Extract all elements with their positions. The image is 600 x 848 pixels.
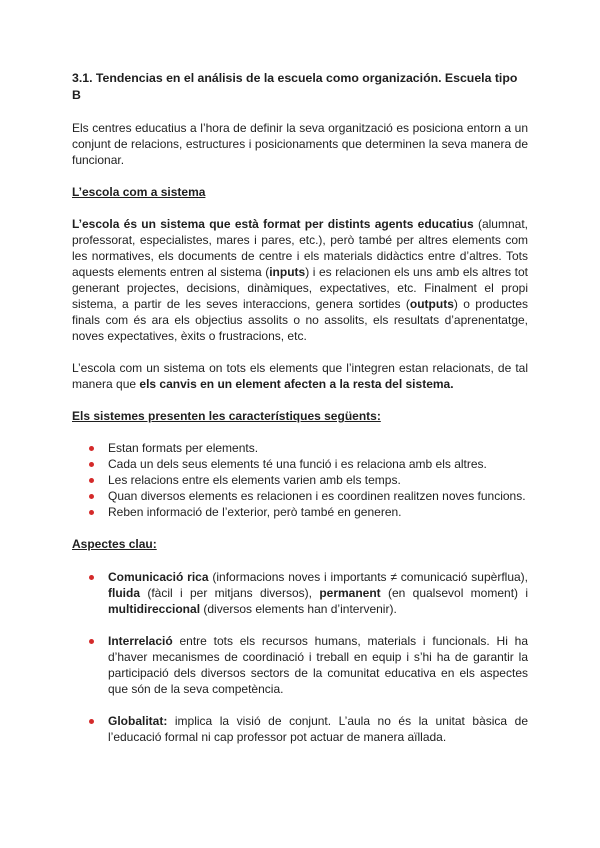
list-item: Estan formats per elements.	[72, 440, 528, 456]
list-item: Quan diversos elements es relacionen i es coordinen realitzen noves funcions.	[72, 488, 528, 504]
sistema-text-a: (alumnat, professorat, especialistes, mares i pares, etc.), però també per altres elements com les normatives, els documents de centre i els materials didàctics entre d’altres. Tots aquests elements entren al sistema (	[72, 217, 528, 279]
page-title: 3.1. Tendencias en el análisis de la escuela como organización. Escuela tipo B	[72, 71, 518, 102]
relations-text: L’escola com un sistema on tots els elements que l’integren estan relacionats, de tal manera que	[72, 361, 528, 391]
section-heading-aspectes: Aspectes clau:	[72, 537, 157, 551]
intro-text: Els centres educatius a l’hora de definir la seva organització es posiciona entorn a un conjunt de relacions, estructures i posicionaments que determinen la seva manera de funcionar.	[72, 121, 528, 167]
bullet-dot-icon	[89, 462, 94, 467]
aspect-globalitat: Globalitat: implica la visió de conjunt. L’aula no és la unitat bàsica de l’educació formal ni cap professor pot actuar de manera aïllada.	[72, 713, 528, 745]
bullet-dot-icon	[89, 639, 94, 644]
list-item: Reben informació de l’exterior, però també en generen.	[72, 504, 528, 520]
section-heading-sistema: L’escola com a sistema	[72, 185, 206, 199]
list-item: Les relacions entre els elements varien amb els temps.	[72, 472, 528, 488]
bullet-dot-icon	[89, 575, 94, 580]
bullet-dot-icon	[89, 478, 94, 483]
bullet-dot-icon	[89, 494, 94, 499]
relations-paragraph	[72, 360, 528, 392]
sistema-lead-bold: L’escola és un sistema que està format per distints agents educatius	[72, 217, 474, 231]
document-page	[72, 70, 528, 745]
outputs-term: outputs	[409, 297, 454, 311]
bullet-dot-icon	[89, 719, 94, 724]
section-heading-caracteristiques: Els sistemes presenten les característiques següents:	[72, 409, 381, 423]
sistema-text-b: ) i es relacionen els uns amb els altres tot generant projectes, decisions, dinàmiques, expectatives, etc. Finalment el propi sistema, a partir de les seves interaccions, genera sortides (	[72, 265, 528, 311]
relations-bold: els canvis en un element afecten a la resta del sistema.	[139, 377, 454, 391]
intro-paragraph	[72, 120, 528, 168]
bullet-dot-icon	[89, 446, 94, 451]
aspect-interrelacio: Interrelació entre tots els recursos humans, materials i funcionals. Hi ha d’haver mecanismes de coordinació i treball en equip i s’hi ha de garantir la participació dels diversos sectors de la comunitat educativa en els aspectes que són de la seva competència.	[72, 633, 528, 697]
inputs-term: inputs	[269, 265, 306, 279]
characteristics-list	[72, 440, 528, 520]
list-item: Cada un dels seus elements té una funció i es relaciona amb els altres.	[72, 456, 528, 472]
sistema-paragraph	[72, 216, 528, 344]
sistema-text-c: ) o productes finals com és ara els objectius assolits o no assolits, els resultats d’aprenentatge, noves expectatives, èxits o frustracions, etc.	[72, 297, 528, 343]
aspect-comunicacio: Comunicació rica (informacions noves i importants ≠ comunicació supèrflua), fluida (fàcil i per mitjans diversos), permanent (en qualsevol moment) i multidireccional (diversos elements han d’intervenir).	[72, 569, 528, 617]
bullet-dot-icon	[89, 510, 94, 515]
